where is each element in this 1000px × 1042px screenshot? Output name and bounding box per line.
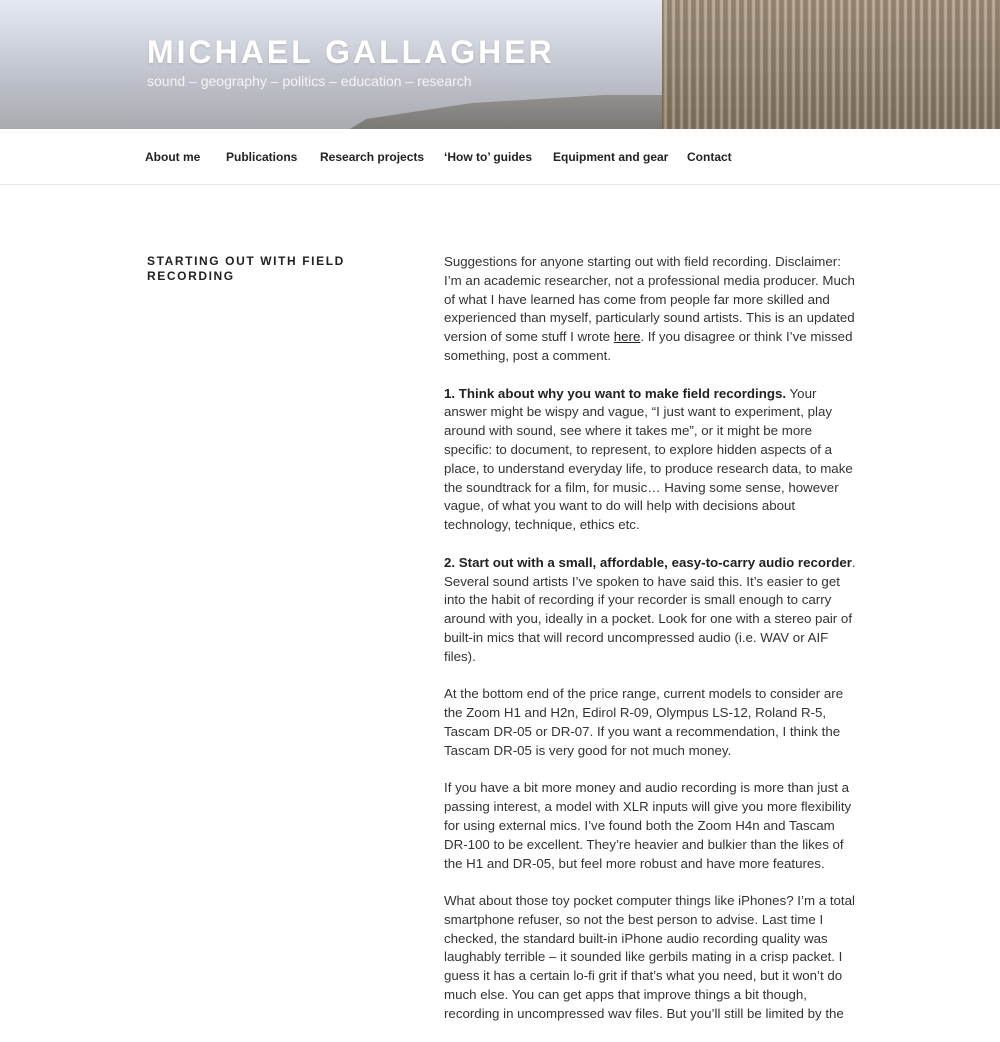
post-paragraph-1 — [444, 385, 856, 535]
here-link[interactable]: here — [613, 329, 641, 345]
site-title[interactable]: MICHAEL GALLAGHER — [147, 34, 555, 70]
post-paragraph-5: What about those toy pocket computer things like iPhones? I’m a total smartphone refuser, so not the best person to advise. Last time I checked, the standard built-in iPhone audio recording quality was laughably terrible – it sounded like gerbils mating in a crisp packet. I guess it has a certain lo-fi grit if that’s what you need, but it won’t do much else. You can get apps that improve things a bit though, recording in uncompressed wav files. But you’ll still be limited by the — [444, 893, 855, 1021]
post-paragraph-4: If you have a bit more money and audio recording is more than just a passing interest, a model with XLR inputs will give you more flexibility for using external mics. I’ve found both the Zoom H4n and Tascam DR-100 to be excellent. They’re heavier and bulkier than the likes of the H1 and DR-05, but feel more robust and have more features. — [444, 780, 852, 871]
post-intro-paragraph — [444, 253, 856, 366]
tip-2-heading: 2. Start out with a small, affordable, easy-to-carry audio recorder — [444, 554, 852, 570]
intro-text: Suggestions for anyone starting out with field recording. Disclaimer: I’m an academic researcher, not a professional media producer. Much of what I have learned has come from people far more skilled and experienced than myself, particularly sound artists. This is an updated version of some stuff I wrote — [444, 254, 855, 345]
tip-2-text: . Several sound artists I’ve spoken to have said this. It’s easier to get into the habit of recording if your recorder is small enough to carry around with you, ideally in a pocket. Look for one with a stereo pair of built-in mics that will record uncompressed audio (i.e. WAV or AIF files). — [444, 554, 856, 664]
main-navigation — [0, 129, 1000, 185]
post-title: STARTING OUT WITH FIELD RECORDING — [147, 254, 345, 283]
site-header — [0, 0, 1000, 129]
tip-1-text: Your answer might be wispy and vague, “I just want to experiment, play around with sound, see where it takes me”, or it might be more specific: to document, to represent, to explore hidden aspects of a place, to understand everyday life, to produce research data, to make the soundtrack for a film, for music… Having some sense, however vague, of what you want to do will help with decisions about technology, technique, ethics etc. — [444, 385, 853, 533]
tip-1-heading: 1. Think about why you want to make field recordings. — [444, 385, 787, 401]
nav-item-about-me[interactable]: About me — [145, 150, 201, 164]
nav-item-equipment-and-gear[interactable]: Equipment and gear — [553, 150, 669, 164]
nav-item-how-to-guides[interactable]: ‘How to’ guides — [444, 150, 533, 164]
header-wood-image — [662, 0, 1000, 129]
site-tagline: sound – geography – politics – education – research — [147, 73, 472, 89]
nav-item-research-projects[interactable]: Research projects — [320, 150, 425, 164]
post-paragraph-3: At the bottom end of the price range, current models to consider are the Zoom H1 and H2n, Edirol R-09, Olympus LS-12, Roland R-5, Tascam DR-05 or DR-07. If you want a recommendation, I think the Tascam DR-05 is very good for not much money. — [444, 686, 844, 758]
nav-item-contact[interactable]: Contact — [687, 150, 732, 164]
post-content — [444, 253, 856, 1042]
intro-text-end: . If you disagree or think I’ve missed something, post a comment. — [444, 329, 853, 363]
nav-item-publications[interactable]: Publications — [226, 150, 298, 164]
post-paragraph-2 — [444, 554, 856, 667]
